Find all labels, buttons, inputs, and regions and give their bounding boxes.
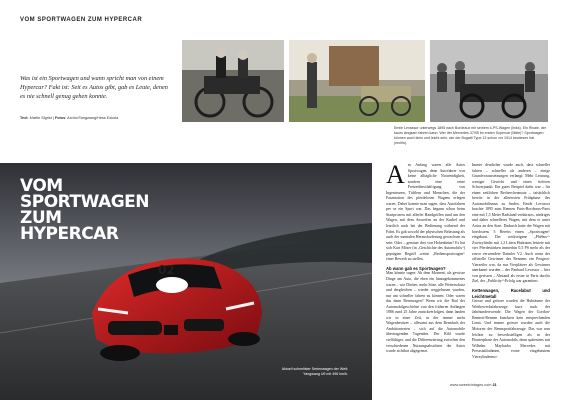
page-number: 21	[492, 383, 497, 387]
vintage-car-crowd-photo	[430, 40, 548, 122]
photo-label: Fotos	[54, 116, 66, 120]
credits: Text: Martin Sigrist | Fotos: Archiv/Tangwang/Hess Exkola	[20, 116, 119, 120]
car-number: 02	[158, 263, 175, 277]
article-paragraph: Grosse und grösser wurden die Hubräume der Wettbewerbsfahrzeuge kurz nach der Jahrhundertwende. Die Wagen der Gordon-Bennett-Rennen knackten kein entsprechenden Limit. Und immer grösser wurden auch die Motoren der Rennsportfahrzeuge. Das war nun leichter zu bewerkstelligen als in der Pionierphase des Automobils, denn spätestens mit Wilhelm Maybachs Mercedes mit Pressstahlrahmen, vorne eingebautem Vierzylindermo-	[472, 299, 550, 359]
hero-caption: Aktuell schnellster Serienwagen der Welt: Yangwang U9 mit 496 km/h.	[281, 367, 348, 376]
credit-label: Text	[20, 116, 28, 120]
hero-title: VOM SPORTWAGEN ZUM HYPERCAR	[20, 176, 150, 244]
footer-url: www.sweetvintages.com	[450, 383, 492, 387]
top-photo-caption: Emile Levassor unterwegs 1895 nach Bordeaux mit seinem 4-PS-Wagen (links). Ein Rivale, der kaum langsam fahren kann: Wer der Mercedes 37/95 im ersten Supercar (Mitte)? Sportwagen können auch klein und leicht sein, wie der Bugatti Type 13 schon vor 1914 bewiesen hat (rechts).	[394, 126, 547, 145]
credit-text: Martin Sigrist	[29, 116, 52, 120]
article-paragraph: Immer deutlicher wurde auch, dass schneller fahren – schneller als anderen – einige Grundvoraussetzungen verlangt: Mehr Leistung, weniger Gewicht und einen tieferen Schwerpunkt. Ein gutes Beispiel dafür war – für einen zeitlichen Rechercheansatz – tatsächlich bereits in der allerersten Frühphase des Automobilismus zu finden. Emile Levassor brachte 1895 zum Rennen Paris-Bordeaux-Paris eine mit 1,5 Meter Radstand verkürztes, niedriges und daher schnelleres Wagen, mit dem er unter Autos an den Start. Dadurch hatte der Wagen mit hoechstens 5 Bereits einen „Sportwagen“ eingebaut. Der werkseigene „Phébus“-Zweizylinder mit 1,2 Litern Hubraum leistete mit vier Pferdestärken immerhin 0,5 PS mehr als der zuvor verwendete Daimler V2. Auch wenn der offizielle Gewinner des Rennens ein Peugeot-Vierzeiler war, da nur Vierplätzer als Gewinner anerkannt wurden – der Panhard Levassor – hier von gerissen – Abstand als erster in Paris durchs Ziel, der „Publicity“-Erfolg war garantiert.	[472, 163, 550, 284]
article-lead-paragraph: m Anfang waren alle Autos Sportwagen, denn Autofahrer war keine alltägliche Notwendigkeit, sondern eine reine Freizeitbeschäftigung von Ingenieuren, Tüftlern und Menschen, die der Faszination des pferdelosen Wagens erlegen waren. Dabei konnte man sagen, dass Autofahren per se ein Sport war. Das begann schon beim Startprozess mit allerlei Handgriffen rund um den Wagen, mit dem Anwerfen an der Kurbel und letztlich auch bei der Bedienung während der Fahrt. Es gab sowohl der physischen Belastung als auch der mentalen Herausforderung gewachsen zu sein. Oder – genauer drei von Hohenheim? Es hat sich Kurt Möser (in „Geschichte des Automobils“) geprägten Begriff «reine „Bediensportwagen“ einer Bewerb zu stellen.	[386, 163, 465, 262]
page-footer	[450, 383, 497, 387]
article-column-2	[472, 163, 550, 360]
subheading-sportwagen: Ab wann gab es Sportwagen?	[386, 265, 446, 271]
section-title: VOM SPORTWAGEN ZUM HYPERCAR	[20, 17, 143, 23]
article-paragraph: Man könnte sagen: Ab dem Moment, als gewisse Dinge am Auto, die eben ein hinzugekommenes waren – wie Dächer, mehr Sitze, alle Wetterschutz und dergleichen – wieder weggelassen wurden, nur um schneller fahren zu können. Oder waren das dann Rennwagen? Wenn wir die Rad der Automobilgeschichte von den früheren Anfängen 1886 rund 25 Jahre zurückverfolgen, dann landen wir in einer Zeit, in der immer mehr Wagenbesitzer – allesamt aus dem Rennfach der Ambitionierten – sich auf die Automobile übertragenden Tugenden. Der Bild wurde vielfältiger, und die Differenzierung zwischen den verschiedenen Nutzungsabsichten der Autos wurde sichtbar abgegrenzt.	[386, 271, 465, 354]
subheading-kettenwagen: Kettenwagen, Racelabut und Leichtmetall	[472, 288, 550, 299]
intro-text: Was ist ein Sportwagen und wann spricht man von einem Hypercar? Fakt ist: Seit es Autos gibt, gab es Leute, denen es nie schnell genug gehen konnte.	[20, 75, 168, 100]
dropcap: A	[386, 160, 405, 189]
article-column-1	[386, 160, 465, 355]
photo-credit-text: Archiv/Tangwang/Hess Exkola	[67, 116, 119, 120]
vintage-driver-photo	[289, 40, 425, 122]
vintage-racers-photo	[182, 40, 284, 122]
